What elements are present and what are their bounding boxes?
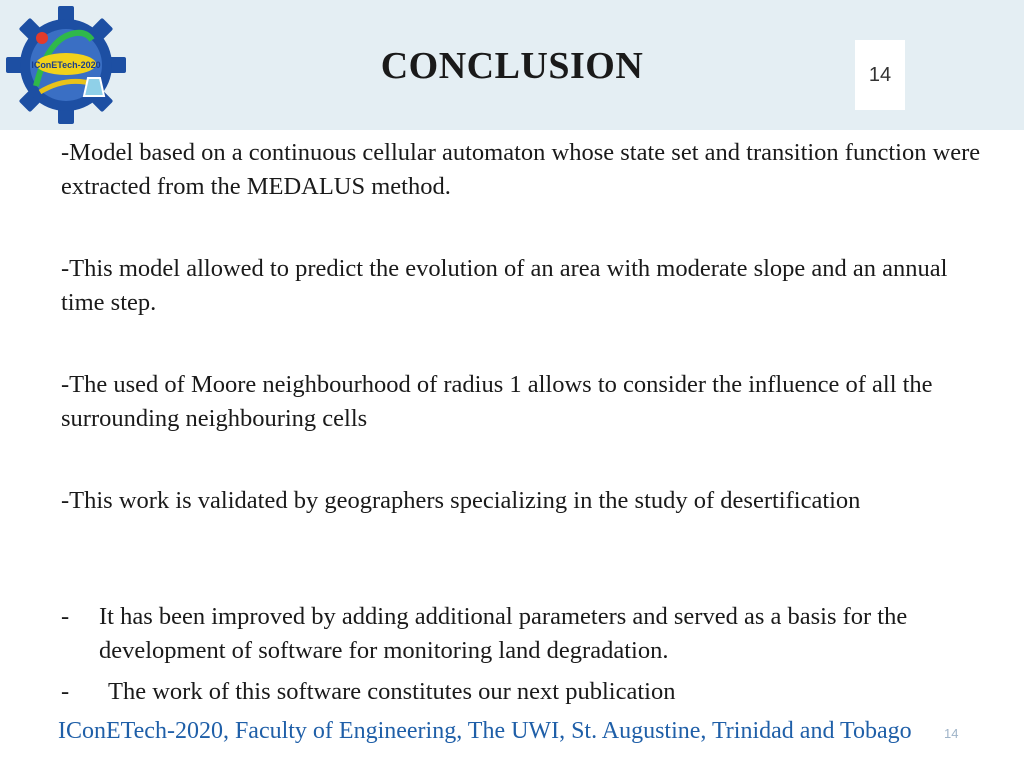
slide-header [0,0,1024,130]
page-number-box: 14 [855,40,905,110]
paragraph: -Model based on a continuous cellular automaton whose state set and transition function were extracted from the MEDALUS method. [61,139,981,200]
slide-title: CONCLUSION [380,45,644,87]
svg-text:IConETech-2020: IConETech-2020 [31,60,101,70]
bullet-marker: - [61,678,70,705]
bullet-text: It has been improved by adding additional parameters and served as a basis for the development of software for monitoring land degradation. [99,603,908,664]
bullet-text: The work of this software constitutes our next publication [108,678,676,705]
footer-slide-number: 14 [944,726,959,741]
bullet-marker: - [61,603,70,630]
paragraph: -This work is validated by geographers specializing in the study of desertification [61,487,861,514]
paragraph: -The used of Moore neighbourhood of radius 1 allows to consider the influence of all the surrounding neighbouring cells [61,371,933,432]
footer-text: IConETech-2020, Faculty of Engineering, The UWI, St. Augustine, Trinidad and Tobago [58,718,912,744]
paragraph: -This model allowed to predict the evolution of an area with moderate slope and an annual time step. [61,255,948,316]
